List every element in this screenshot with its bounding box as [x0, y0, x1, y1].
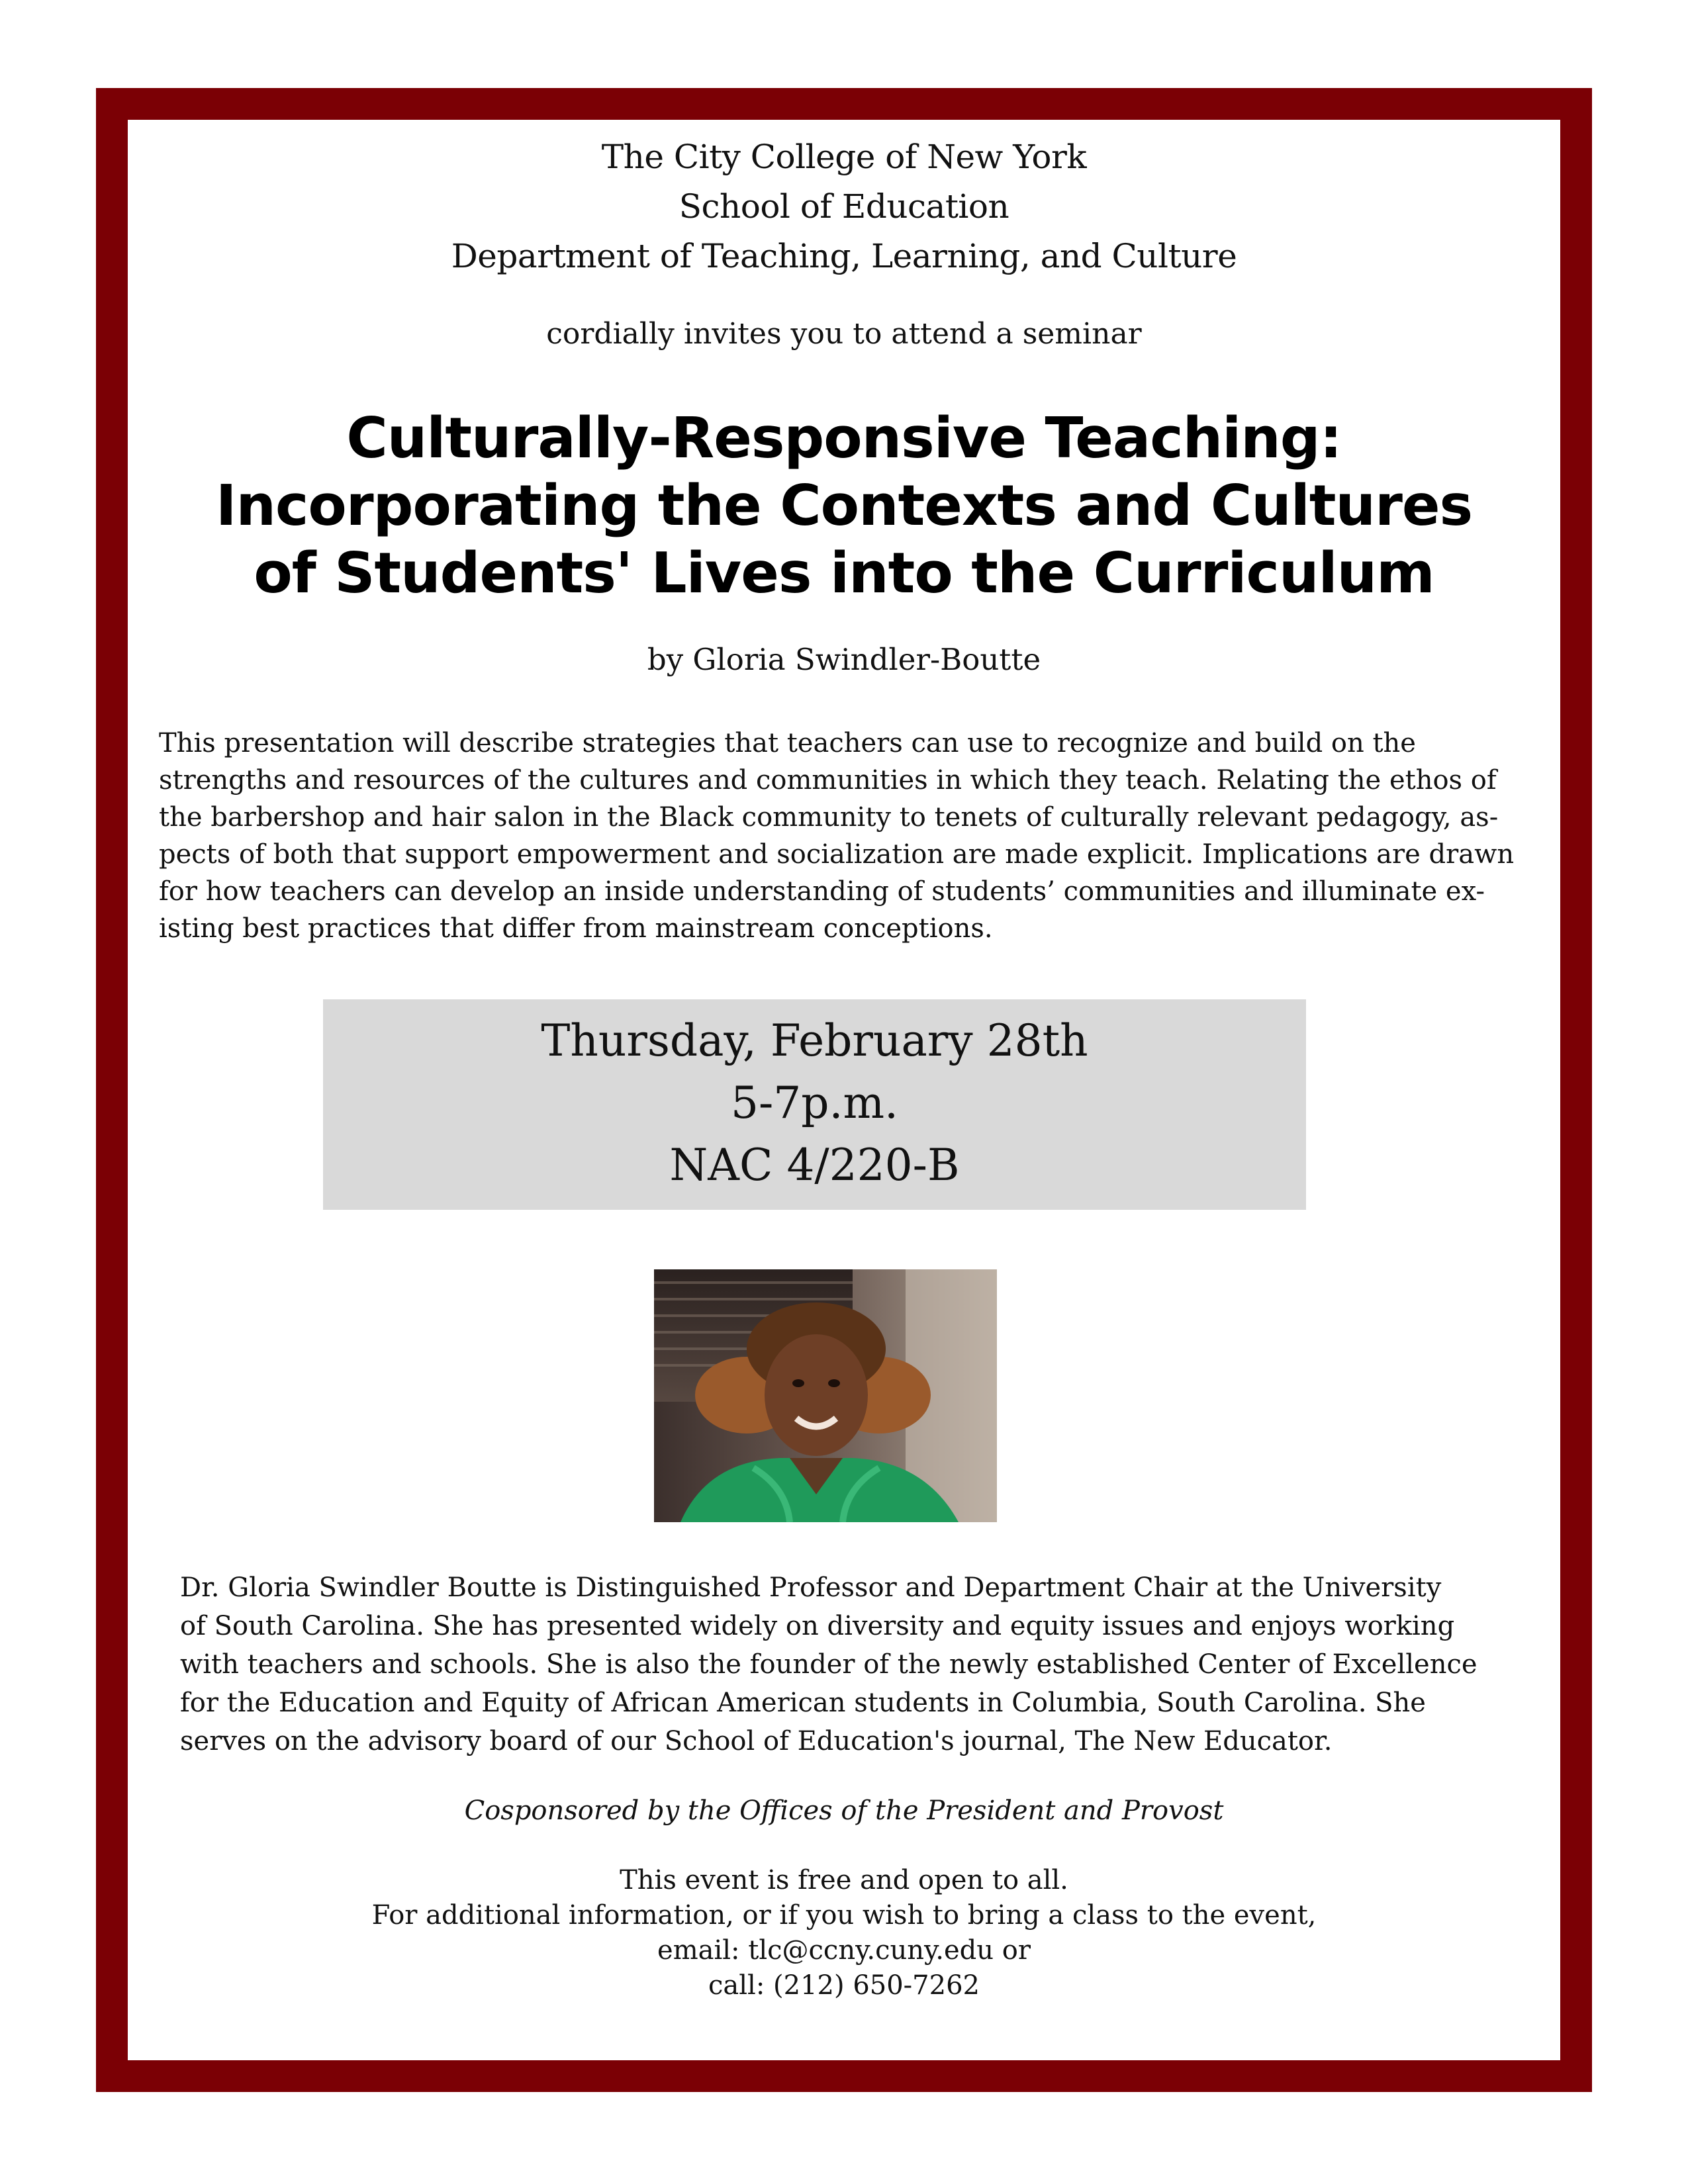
- bio-line: serves on the advisory board of our School of Education's journal, The New Educator.: [180, 1726, 1333, 1756]
- seminar-title-line-3: of Students' Lives into the Curriculum: [254, 541, 1434, 606]
- institution-name: The City College of New York: [601, 138, 1087, 176]
- seminar-description: [159, 725, 1542, 947]
- event-location: NAC 4/220-B: [669, 1140, 960, 1191]
- additional-info-note: For additional information, or if you wish to bring a class to the event,: [371, 1900, 1317, 1931]
- speaker-byline: by Gloria Swindler-Boutte: [647, 642, 1041, 677]
- description-line: isting best practices that differ from mainstream conceptions.: [159, 913, 993, 944]
- seminar-title-line-2: Incorporating the Contexts and Cultures: [215, 473, 1473, 539]
- description-line: pects of both that support empowerment and socialization are made explicit. Implications are drawn: [159, 839, 1515, 870]
- event-time: 5-7p.m.: [730, 1077, 899, 1128]
- cosponsor-note: Cosponsored by the Offices of the President and Provost: [464, 1796, 1224, 1826]
- institution-header: [0, 132, 1688, 281]
- speaker-bio: [180, 1569, 1517, 1760]
- bio-line: of South Carolina. She has presented widely on diversity and equity issues and enjoys working: [180, 1611, 1455, 1641]
- event-details-box: [323, 999, 1306, 1210]
- bio-line: with teachers and schools. She is also the founder of the newly established Center of Excellence: [180, 1649, 1477, 1680]
- bio-line: Dr. Gloria Swindler Boutte is Distinguished Professor and Department Chair at the University: [180, 1572, 1442, 1603]
- contact-phone: call: (212) 650-7262: [708, 1970, 980, 2001]
- seminar-title-line-1: Culturally-Responsive Teaching:: [346, 406, 1342, 471]
- description-line: for how teachers can develop an inside understanding of students’ communities and illuminate ex-: [159, 876, 1485, 907]
- contact-info: [0, 1863, 1688, 2003]
- invite-text: cordially invites you to attend a seminar: [546, 317, 1142, 351]
- description-line: the barbershop and hair salon in the Black community to tenets of culturally relevant pedagogy, as-: [159, 802, 1499, 833]
- event-date: Thursday, February 28th: [541, 1015, 1088, 1066]
- description-line: strengths and resources of the cultures and communities in which they teach. Relating the ethos of: [159, 765, 1497, 796]
- department-name: Department of Teaching, Learning, and Culture: [451, 237, 1237, 275]
- school-name: School of Education: [679, 187, 1009, 226]
- contact-email: email: tlc@ccny.cuny.edu or: [657, 1935, 1031, 1966]
- free-event-note: This event is free and open to all.: [620, 1865, 1068, 1895]
- description-line: This presentation will describe strategies that teachers can use to recognize and build on the: [159, 728, 1416, 758]
- seminar-title: [0, 405, 1688, 608]
- speaker-photo: [654, 1269, 997, 1522]
- bio-line: for the Education and Equity of African American students in Columbia, South Carolina. She: [180, 1688, 1426, 1718]
